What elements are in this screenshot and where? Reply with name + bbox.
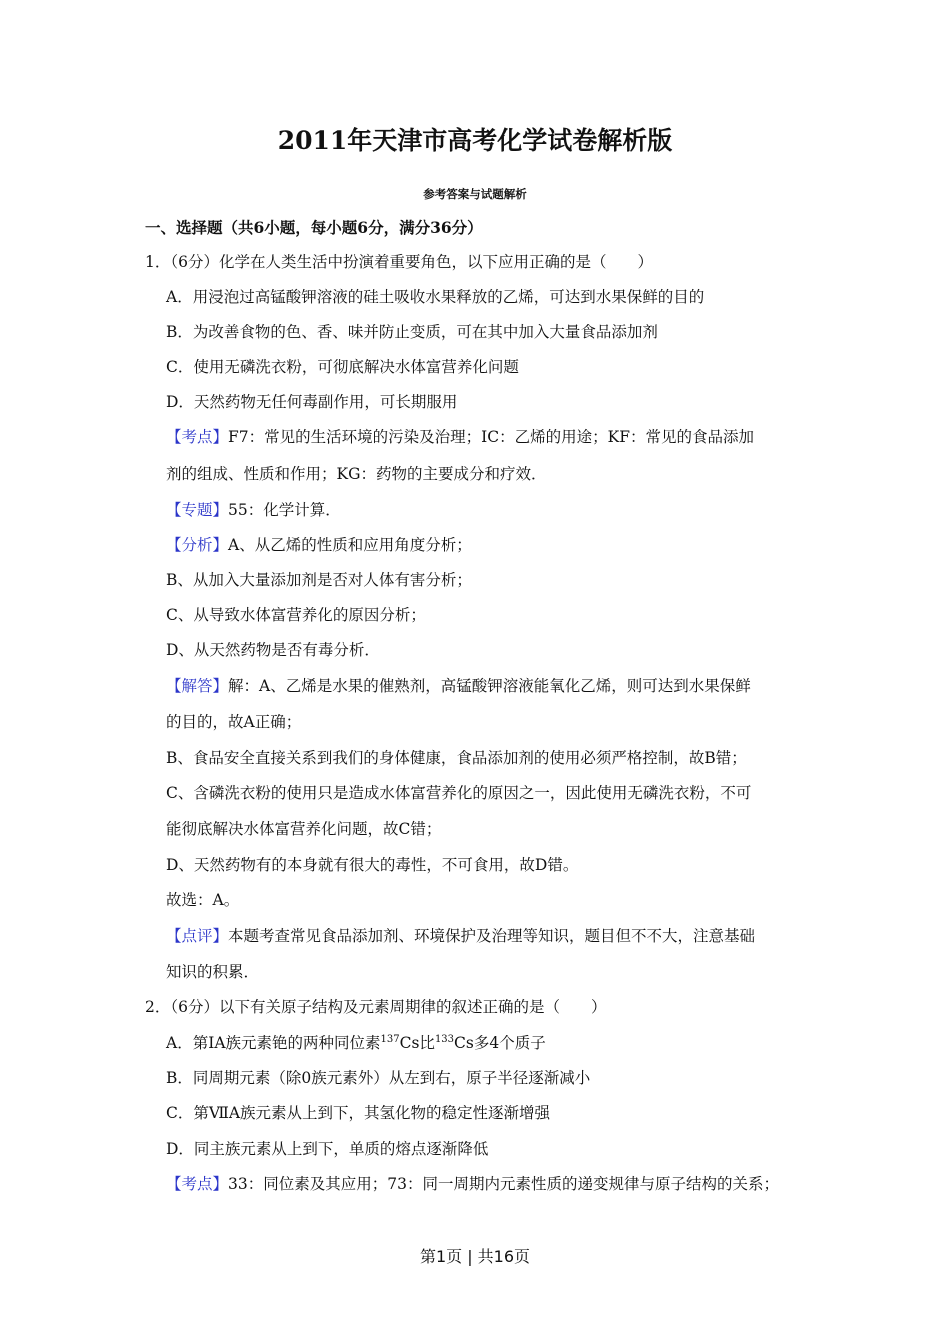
fenxi-label: 【分析】 [166,536,229,554]
question-1-option-a: A．用浸泡过高锰酸钾溶液的硅土吸收水果释放的乙烯，可达到水果保鲜的目的 [166,288,705,306]
question-2-option-a [166,1033,546,1053]
q1-zhuanti [166,500,341,520]
jieda-line: B、食品安全直接关系到我们的身体健康，食品添加剂的使用必须严格控制，故B错； [166,749,747,767]
q2-kaodian [166,1174,779,1194]
kaodian-label: 【考点】 [166,1175,229,1193]
dianping-label: 【点评】 [166,927,229,945]
q1-jieda [166,676,751,696]
option-text: Cs多4个质子 [454,1034,546,1052]
fenxi-line: D、从天然药物是否有毒分析． [166,641,380,659]
option-text: A．第IA族元素铯的两种同位素 [166,1034,381,1052]
mass-number: 133 [434,1034,455,1045]
question-2-option-d: D．同主族元素从上到下，单质的熔点逐渐降低 [166,1140,489,1158]
question-2-option-c: C．第ⅦA族元素从上到下，其氢化物的稳定性逐渐增强 [166,1104,551,1122]
kaodian-text: F7：常见的生活环境的污染及治理；IC：乙烯的用途；KF：常见的食品添加 [228,428,754,446]
q1-dianping [166,926,755,946]
fenxi-text: A、从乙烯的性质和应用角度分析； [228,536,472,554]
kaodian-text: 33：同位素及其应用；73：同一周期内元素性质的递变规律与原子结构的关系； [228,1175,779,1193]
section-heading: 一、选择题（共6小题，每小题6分，满分36分） [145,218,483,237]
document-title: 2011年天津市高考化学试卷解析版 [277,126,673,155]
dianping-text: 本题考查常见食品添加剂、环境保护及治理等知识，题目但不不大，注意基础 [228,927,756,945]
fenxi-line: B、从加入大量添加剂是否对人体有害分析； [166,571,472,589]
option-text: Cs比 [399,1034,435,1052]
jieda-label: 【解答】 [166,677,229,695]
jieda-line: 的目的，故A正确； [166,713,302,731]
page-footer: 第1页 | 共16页 [419,1247,531,1266]
jieda-line: 能彻底解决水体富营养化问题，故C错； [166,820,442,838]
q1-fenxi [166,535,472,555]
zhuanti-text: 55：化学计算． [228,501,341,519]
jieda-line: C、含磷洗衣粉的使用只是造成水体富营养化的原因之一，因此使用无磷洗衣粉，不可 [166,784,752,802]
dianping-line: 知识的积累． [166,963,260,981]
question-1-stem: 1．（6分）化学在人类生活中扮演着重要角色，以下应用正确的是（ ） [145,253,653,271]
q1-kaodian [166,427,754,447]
fenxi-line: C、从导致水体富营养化的原因分析； [166,606,426,624]
jieda-text: 解：A、乙烯是水果的催熟剂，高锰酸钾溶液能氧化乙烯，则可达到水果保鲜 [228,677,751,695]
zhuanti-label: 【专题】 [166,501,229,519]
question-2-option-b: B．同周期元素（除0族元素外）从左到右，原子半径逐渐减小 [166,1069,591,1087]
question-2-stem: 2．（6分）以下有关原子结构及元素周期律的叙述正确的是（ ） [145,998,607,1016]
jieda-line: D、天然药物有的本身就有很大的毒性，不可食用，故D错。 [166,856,579,874]
question-1-option-b: B．为改善食物的色、香、味并防止变质，可在其中加入大量食品添加剂 [166,323,658,341]
question-1-option-d: D．天然药物无任何毒副作用，可长期服用 [166,393,458,411]
document-subtitle: 参考答案与试题解析 [423,187,527,201]
jieda-answer: 故选：A。 [166,891,240,909]
kaodian-label: 【考点】 [166,428,229,446]
kaodian-text-cont: 剂的组成、性质和作用；KG：药物的主要成分和疗效． [166,465,547,483]
mass-number: 137 [380,1034,400,1045]
question-1-option-c: C．使用无磷洗衣粉，可彻底解决水体富营养化问题 [166,358,519,376]
